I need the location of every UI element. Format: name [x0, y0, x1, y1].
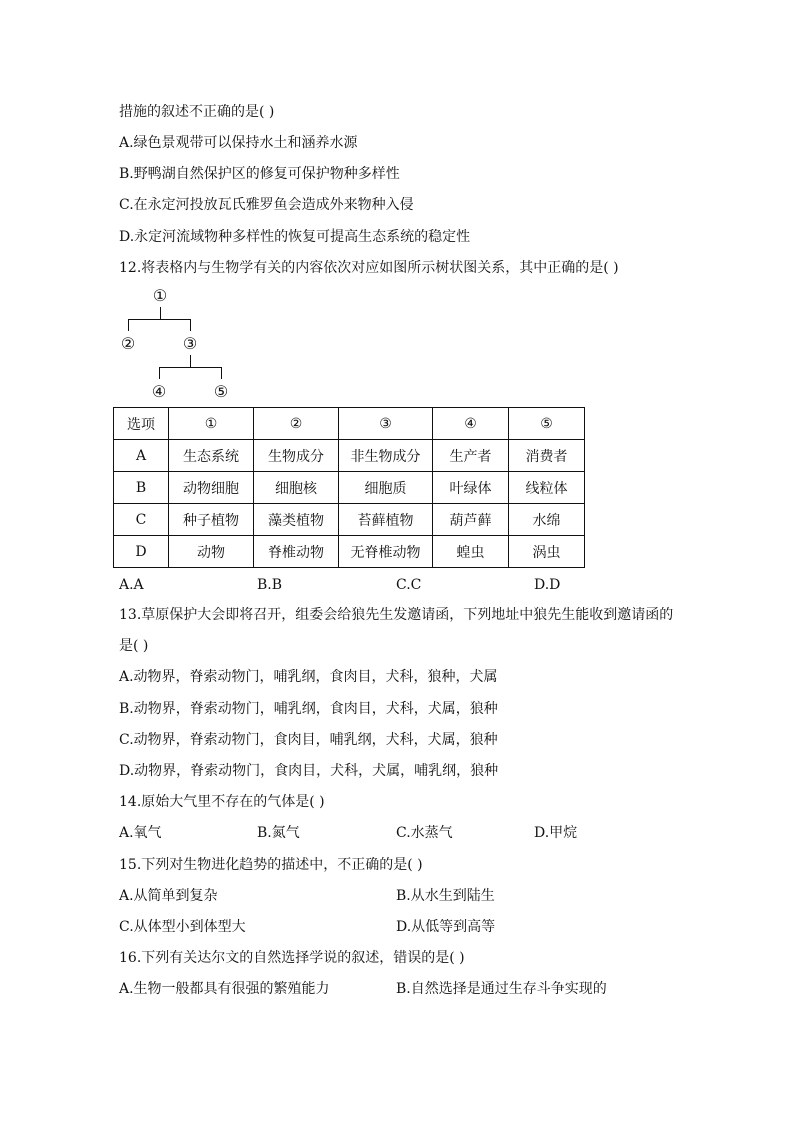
table-cell: 线粒体 — [509, 472, 585, 504]
q12-option-d: D.D — [534, 577, 561, 593]
table-cell: 水绵 — [509, 504, 585, 536]
q13-option-d: D.动物界，脊索动物门，食肉目，犬科，犬属，哺乳纲，狼种 — [119, 763, 499, 779]
table-cell: 蝗虫 — [433, 536, 509, 568]
tree-line — [159, 367, 160, 379]
table-row — [114, 504, 585, 536]
table-row — [114, 440, 585, 472]
q14-stem: 14.原始大气里不存在的气体是( ) — [119, 794, 325, 810]
table-cell: 种子植物 — [169, 504, 254, 536]
q16-option-b: B.自然选择是通过生存斗争实现的 — [396, 981, 607, 997]
q13-stem-line2: 是( ) — [119, 638, 149, 654]
q11-option-a: A.绿色景观带可以保持水土和涵养水源 — [119, 135, 358, 151]
q11-option-c: C.在永定河投放瓦氏雅罗鱼会造成外来物种入侵 — [119, 197, 414, 213]
q13-option-b: B.动物界，脊索动物门，哺乳纲，食肉目，犬科，犬属，狼种 — [119, 701, 498, 717]
tree-line — [221, 367, 222, 379]
q14-option-d: D.甲烷 — [534, 825, 578, 841]
q11-stem-tail: 措施的叙述不正确的是( ) — [119, 104, 275, 120]
q15-option-b: B.从水生到陆生 — [396, 888, 495, 904]
q12-table — [113, 407, 585, 568]
q14-option-c: C.水蒸气 — [396, 825, 453, 841]
table-cell: 动物细胞 — [169, 472, 254, 504]
table-cell: 叶绿体 — [433, 472, 509, 504]
tree-line — [160, 307, 161, 319]
tree-line — [190, 319, 191, 331]
q15-stem: 15.下列对生物进化趋势的描述中，不正确的是( ) — [119, 857, 423, 873]
table-row — [114, 536, 585, 568]
table-header-cell: ③ — [339, 408, 433, 440]
q15-option-a: A.从简单到复杂 — [119, 888, 218, 904]
q11-option-d: D.永定河流域物种多样性的恢复可提高生态系统的稳定性 — [119, 229, 471, 245]
table-cell: B — [114, 472, 169, 504]
q14-option-a: A.氧气 — [119, 825, 162, 841]
table-cell: 消费者 — [509, 440, 585, 472]
q12-option-a: A.A — [119, 577, 144, 593]
table-cell: 生物成分 — [254, 440, 339, 472]
table-cell: 非生物成分 — [339, 440, 433, 472]
table-header-cell: ⑤ — [509, 408, 585, 440]
table-cell: 涡虫 — [509, 536, 585, 568]
table-cell: C — [114, 504, 169, 536]
table-cell: 脊椎动物 — [254, 536, 339, 568]
table-cell: 葫芦藓 — [433, 504, 509, 536]
table-cell: 生态系统 — [169, 440, 254, 472]
table-cell: 生产者 — [433, 440, 509, 472]
q12-stem: 12.将表格内与生物学有关的内容依次对应如图所示树状图关系，其中正确的是( ) — [119, 260, 619, 276]
q11-option-b: B.野鸭湖自然保护区的修复可保护物种多样性 — [119, 166, 400, 182]
q13-stem-line1: 13.草原保护大会即将召开，组委会给狼先生发邀请函，下列地址中狼先生能收到邀请函的 — [119, 607, 674, 623]
q15-option-d: D.从低等到高等 — [396, 919, 496, 935]
q13-option-c: C.动物界，脊索动物门，食肉目，哺乳纲，犬科，犬属，狼种 — [119, 732, 498, 748]
table-header-cell: ④ — [433, 408, 509, 440]
table-cell: D — [114, 536, 169, 568]
tree-node-4: ④ — [151, 382, 167, 401]
tree-line — [128, 319, 191, 320]
table-header-cell: 选项 — [114, 408, 169, 440]
table-row — [114, 472, 585, 504]
q16-stem: 16.下列有关达尔文的自然选择学说的叙述，错误的是( ) — [119, 950, 465, 966]
q12-option-b: B.B — [257, 577, 283, 593]
q15-option-c: C.从体型小到体型大 — [119, 919, 246, 935]
tree-node-5: ⑤ — [213, 382, 229, 401]
table-header-cell: ① — [169, 408, 254, 440]
tree-node-2: ② — [120, 334, 136, 353]
q16-option-a: A.生物一般都具有很强的繁殖能力 — [119, 981, 330, 997]
q12-option-c: C.C — [396, 577, 422, 593]
tree-node-3: ③ — [182, 334, 198, 353]
table-cell: 无脊椎动物 — [339, 536, 433, 568]
tree-line — [128, 319, 129, 331]
table-cell: 细胞质 — [339, 472, 433, 504]
q13-option-a: A.动物界，脊索动物门，哺乳纲，食肉目，犬科，狼种，犬属 — [119, 669, 498, 685]
table-header-row — [114, 408, 585, 440]
table-cell: 苔藓植物 — [339, 504, 433, 536]
table-cell: 细胞核 — [254, 472, 339, 504]
table-cell: 藻类植物 — [254, 504, 339, 536]
table-cell: A — [114, 440, 169, 472]
tree-line — [159, 367, 222, 368]
table-header-cell: ② — [254, 408, 339, 440]
tree-node-1: ① — [152, 286, 168, 305]
q14-option-b: B.氮气 — [257, 825, 300, 841]
table-cell: 动物 — [169, 536, 254, 568]
tree-line — [190, 355, 191, 367]
